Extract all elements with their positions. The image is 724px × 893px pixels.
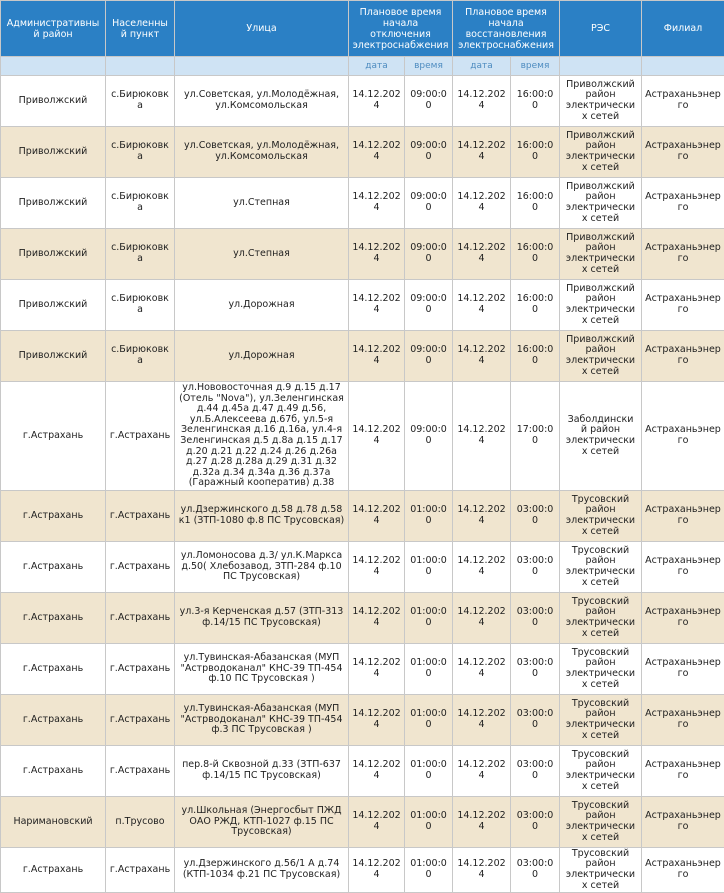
cell-district: Приволжский [1,229,106,280]
cell-street: ул.Дорожная [175,280,349,331]
cell-on-date: 14.12.2024 [453,229,511,280]
cell-res: Трусовский район электрических сетей [560,542,642,593]
cell-settlement: г.Астрахань [106,382,175,491]
cell-settlement: г.Астрахань [106,491,175,542]
cell-res: Приволжский район электрических сетей [560,229,642,280]
subheader-on-time: время [511,57,560,76]
cell-res: Трусовский район электрических сетей [560,491,642,542]
header-off-time: Плановое время начала отключения электроснабжения [349,1,453,57]
subheader-empty [560,57,642,76]
cell-district: Приволжский [1,76,106,127]
cell-off-time: 09:00:00 [405,76,453,127]
cell-on-date: 14.12.2024 [453,797,511,848]
cell-street: ул.Нововосточная д.9 д.15 д.17 (Отель "Nova"), ул.Зеленгинская д.44 д.45а д.47 д.49 д.56, ул.Б.Алексеева д.67б, ул.5-я Зеленгинская д.16 д.16а, ул.4-я Зеленгинская д.5 д.8а д.15 д.17 д.20 д.21 д.22 д.24 д.26 д.26а д.27 д.28 д.28а д.29 д.31 д.32 д.32а д.34 д.34а д.36 д.37а (Гаражный кооператив) д.38 [175,382,349,491]
cell-off-time: 09:00:00 [405,331,453,382]
cell-district: г.Астрахань [1,593,106,644]
cell-off-date: 14.12.2024 [349,593,405,644]
cell-settlement: г.Астрахань [106,746,175,797]
cell-on-date: 14.12.2024 [453,848,511,893]
cell-off-date: 14.12.2024 [349,695,405,746]
cell-street: ул.Тувинская-Абазанская (МУП "Астрводоканал" КНС-39 ТП-454 ф.3 ПС Трусовская ) [175,695,349,746]
cell-on-time: 03:00:00 [511,644,560,695]
cell-off-time: 09:00:00 [405,178,453,229]
table-row [1,382,724,491]
cell-on-time: 16:00:00 [511,76,560,127]
cell-on-date: 14.12.2024 [453,644,511,695]
cell-street: ул.3-я Керченская д.57 (ЗТП-313 ф.14/15 ПС Трусовская) [175,593,349,644]
cell-district: г.Астрахань [1,848,106,893]
table-row [1,178,724,229]
cell-settlement: г.Астрахань [106,542,175,593]
cell-on-time: 03:00:00 [511,797,560,848]
subheader-empty [175,57,349,76]
cell-res: Трусовский район электрических сетей [560,695,642,746]
cell-off-date: 14.12.2024 [349,178,405,229]
cell-on-time: 03:00:00 [511,746,560,797]
cell-off-date: 14.12.2024 [349,229,405,280]
cell-off-date: 14.12.2024 [349,797,405,848]
cell-street: ул.Степная [175,229,349,280]
cell-district: Приволжский [1,280,106,331]
cell-branch: Астраханьэнерго [642,280,724,331]
cell-off-time: 09:00:00 [405,382,453,491]
cell-off-time: 01:00:00 [405,695,453,746]
cell-on-time: 03:00:00 [511,542,560,593]
cell-settlement: с.Бирюковка [106,127,175,178]
cell-on-date: 14.12.2024 [453,178,511,229]
cell-settlement: г.Астрахань [106,593,175,644]
cell-district: Приволжский [1,178,106,229]
cell-district: г.Астрахань [1,695,106,746]
table-row [1,797,724,848]
cell-settlement: с.Бирюковка [106,178,175,229]
cell-district: г.Астрахань [1,644,106,695]
cell-off-date: 14.12.2024 [349,848,405,893]
table-row [1,746,724,797]
cell-res: Трусовский район электрических сетей [560,848,642,893]
header-res: РЭС [560,1,642,57]
cell-off-date: 14.12.2024 [349,542,405,593]
cell-on-time: 16:00:00 [511,331,560,382]
cell-off-time: 01:00:00 [405,848,453,893]
cell-branch: Астраханьэнерго [642,695,724,746]
table-row [1,593,724,644]
cell-settlement: с.Бирюковка [106,331,175,382]
cell-off-time: 09:00:00 [405,280,453,331]
subheader-empty [1,57,106,76]
cell-on-date: 14.12.2024 [453,382,511,491]
cell-on-date: 14.12.2024 [453,746,511,797]
table-row [1,127,724,178]
cell-on-time: 16:00:00 [511,127,560,178]
subheader-row [1,57,724,76]
cell-settlement: с.Бирюковка [106,76,175,127]
cell-settlement: с.Бирюковка [106,280,175,331]
table-row [1,695,724,746]
cell-branch: Астраханьэнерго [642,542,724,593]
cell-res: Трусовский район электрических сетей [560,593,642,644]
cell-res: Приволжский район электрических сетей [560,178,642,229]
table-row [1,491,724,542]
header-on-time: Плановое время начала восстановления электроснабжения [453,1,560,57]
cell-res: Заболдинский район электрических сетей [560,382,642,491]
cell-res: Трусовский район электрических сетей [560,644,642,695]
cell-off-time: 01:00:00 [405,644,453,695]
cell-branch: Астраханьэнерго [642,382,724,491]
cell-off-time: 09:00:00 [405,127,453,178]
cell-street: ул.Советская, ул.Молодёжная, ул.Комсомольская [175,76,349,127]
cell-off-time: 01:00:00 [405,593,453,644]
cell-res: Трусовский район электрических сетей [560,797,642,848]
cell-street: ул.Дзержинского д.58 д.78 д.58 к1 (ЗТП-1080 ф.8 ПС Трусовская) [175,491,349,542]
cell-on-time: 03:00:00 [511,593,560,644]
cell-on-date: 14.12.2024 [453,491,511,542]
cell-branch: Астраханьэнерго [642,76,724,127]
cell-settlement: п.Трусово [106,797,175,848]
cell-on-time: 17:00:00 [511,382,560,491]
cell-district: г.Астрахань [1,491,106,542]
cell-off-time: 01:00:00 [405,746,453,797]
cell-off-date: 14.12.2024 [349,491,405,542]
cell-off-date: 14.12.2024 [349,746,405,797]
cell-settlement: с.Бирюковка [106,229,175,280]
cell-off-date: 14.12.2024 [349,127,405,178]
cell-district: г.Астрахань [1,382,106,491]
cell-street: ул.Школьная (Энергосбыт ПЖД ОАО РЖД, КТП-1027 ф.15 ПС Трусовская) [175,797,349,848]
header-district: Административный район [1,1,106,57]
cell-off-date: 14.12.2024 [349,76,405,127]
cell-branch: Астраханьэнерго [642,127,724,178]
cell-on-time: 03:00:00 [511,695,560,746]
cell-res: Приволжский район электрических сетей [560,331,642,382]
table-row [1,76,724,127]
cell-on-time: 03:00:00 [511,491,560,542]
cell-on-date: 14.12.2024 [453,127,511,178]
cell-street: ул.Советская, ул.Молодёжная, ул.Комсомольская [175,127,349,178]
header-settlement: Населенный пункт [106,1,175,57]
cell-on-date: 14.12.2024 [453,76,511,127]
table-row [1,280,724,331]
cell-on-date: 14.12.2024 [453,695,511,746]
header-street: Улица [175,1,349,57]
cell-off-date: 14.12.2024 [349,644,405,695]
cell-on-date: 14.12.2024 [453,542,511,593]
cell-branch: Астраханьэнерго [642,848,724,893]
subheader-off-date: дата [349,57,405,76]
cell-street: ул.Тувинская-Абазанская (МУП "Астрводоканал" КНС-39 ТП-454 ф.10 ПС Трусовская ) [175,644,349,695]
cell-off-time: 09:00:00 [405,229,453,280]
cell-street: ул.Ломоносова д.3/ ул.К.Маркса д.50( Хлебозавод, ЗТП-284 ф.10 ПС Трусовская) [175,542,349,593]
table-row [1,542,724,593]
cell-branch: Астраханьэнерго [642,593,724,644]
cell-street: ул.Степная [175,178,349,229]
header-branch: Филиал [642,1,724,57]
cell-settlement: г.Астрахань [106,644,175,695]
cell-branch: Астраханьэнерго [642,491,724,542]
cell-street: ул.Дзержинского д.56/1 А д.74 (КТП-1034 ф.21 ПС Трусовская) [175,848,349,893]
cell-off-time: 01:00:00 [405,491,453,542]
table-row [1,331,724,382]
subheader-empty [642,57,724,76]
table-body [1,76,724,893]
subheader-off-time: время [405,57,453,76]
cell-on-date: 14.12.2024 [453,280,511,331]
cell-branch: Астраханьэнерго [642,331,724,382]
cell-settlement: г.Астрахань [106,695,175,746]
cell-res: Трусовский район электрических сетей [560,746,642,797]
cell-branch: Астраханьэнерго [642,797,724,848]
cell-off-time: 01:00:00 [405,542,453,593]
cell-on-time: 16:00:00 [511,229,560,280]
cell-branch: Астраханьэнерго [642,178,724,229]
cell-off-date: 14.12.2024 [349,331,405,382]
cell-on-time: 16:00:00 [511,280,560,331]
cell-branch: Астраханьэнерго [642,644,724,695]
cell-off-date: 14.12.2024 [349,280,405,331]
subheader-empty [106,57,175,76]
cell-settlement: г.Астрахань [106,848,175,893]
table-row [1,229,724,280]
cell-off-time: 01:00:00 [405,797,453,848]
cell-district: Приволжский [1,331,106,382]
cell-branch: Астраханьэнерго [642,229,724,280]
cell-res: Приволжский район электрических сетей [560,280,642,331]
cell-on-time: 16:00:00 [511,178,560,229]
header-row [1,1,724,57]
cell-street: ул.Дорожная [175,331,349,382]
table-row [1,644,724,695]
subheader-on-date: дата [453,57,511,76]
cell-branch: Астраханьэнерго [642,746,724,797]
cell-district: г.Астрахань [1,542,106,593]
cell-street: пер.8-й Сквозной д.33 (ЗТП-637 ф.14/15 ПС Трусовская) [175,746,349,797]
cell-on-time: 03:00:00 [511,848,560,893]
cell-res: Приволжский район электрических сетей [560,76,642,127]
cell-district: г.Астрахань [1,746,106,797]
cell-off-date: 14.12.2024 [349,382,405,491]
cell-on-date: 14.12.2024 [453,331,511,382]
cell-district: Наримановский [1,797,106,848]
cell-on-date: 14.12.2024 [453,593,511,644]
cell-res: Приволжский район электрических сетей [560,127,642,178]
cell-district: Приволжский [1,127,106,178]
